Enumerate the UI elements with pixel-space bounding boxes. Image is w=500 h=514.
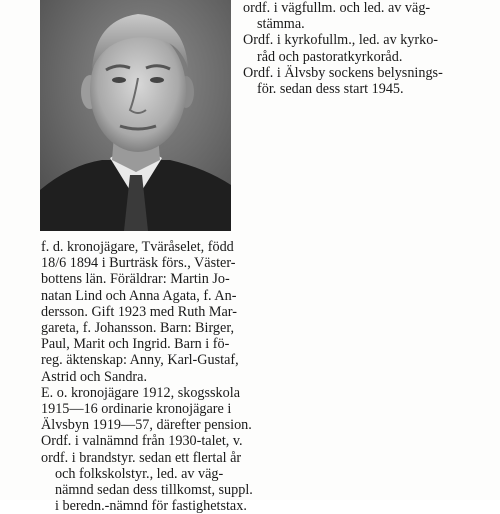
text-line: bottens län. Föräldrar: Martin Jo- [41, 271, 230, 288]
text-line: f. d. kronojägare, Tväråselet, född [41, 239, 234, 255]
text-line: Älvsbyn 1919—57, därefter pension. [41, 417, 252, 434]
portrait-photo [40, 0, 231, 231]
text-line: Ordf. i Älvsby sockens belysnings- [243, 64, 443, 81]
text-line: för. sedan dess start 1945. [257, 81, 404, 98]
text-line: Paul, Marit och Ingrid. Barn i fö- [41, 336, 230, 353]
text-line: råd och pastoratkyrkoråd. [257, 48, 403, 65]
right-column-text [243, 0, 500, 97]
text-line: gareta, f. Johansson. Barn: Birger, [41, 320, 235, 337]
text-line: Ordf. i valnämnd från 1930-talet, v. [41, 433, 243, 450]
text-line: i beredn.-nämnd för fastighetstax. [55, 498, 247, 514]
text-line: 1915—16 ordinarie kronojägare i [41, 401, 232, 418]
text-line: stämma. [257, 16, 305, 33]
text-line: natan Lind och Anna Agata, f. An- [41, 287, 237, 304]
text-line: ordf. i vägfullm. och led. av väg- [243, 0, 431, 16]
portrait-image [40, 0, 231, 231]
text-line: Astrid och Sandra. [41, 368, 147, 385]
biography-text [41, 239, 500, 514]
text-line: Ordf. i kyrkofullm., led. av kyrko- [243, 32, 439, 49]
text-line: 18/6 1894 i Burträsk förs., Väster- [41, 255, 236, 272]
text-line: dersson. Gift 1923 med Ruth Mar- [41, 303, 237, 320]
text-line: nämnd sedan dess tillkomst, suppl. [55, 482, 253, 499]
text-line: och folkskolstyr., led. av väg- [55, 465, 224, 482]
text-line: reg. äktenskap: Anny, Karl-Gustaf, [41, 352, 239, 369]
text-line: E. o. kronojägare 1912, skogsskola [41, 384, 240, 401]
text-line: ordf. i brandstyr. sedan ett flertal år [41, 449, 242, 466]
